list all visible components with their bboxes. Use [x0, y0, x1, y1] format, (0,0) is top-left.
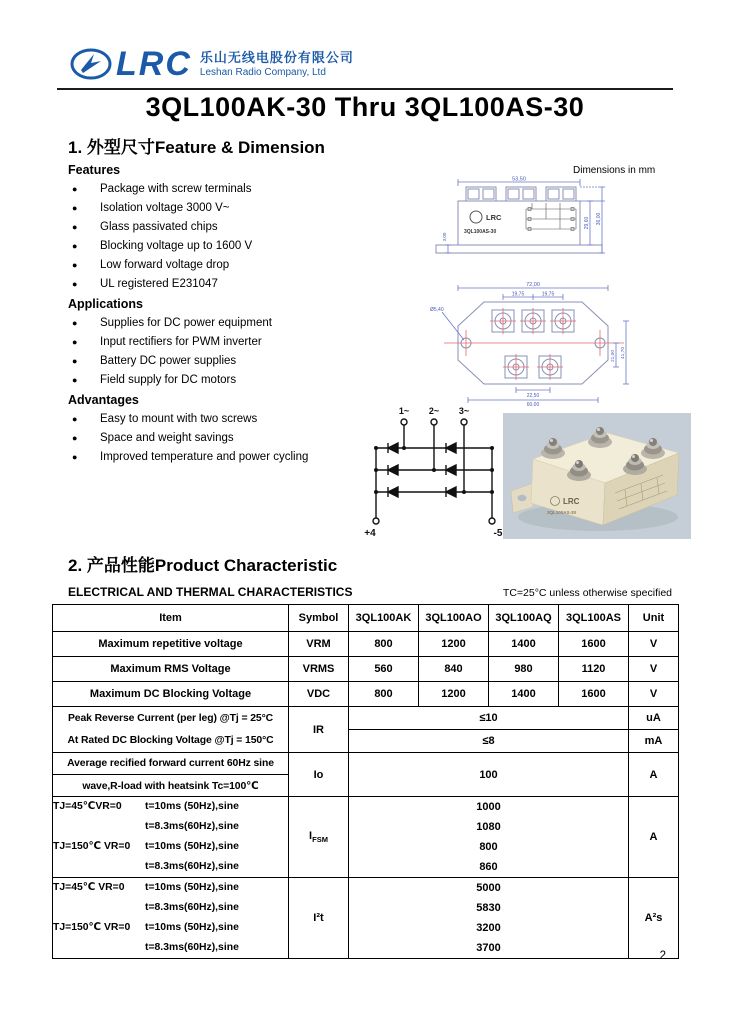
list-item: ● Space and weight savings — [68, 429, 383, 448]
bullet-icon: ● — [72, 356, 78, 366]
list-item: ● UL registered E231047 — [68, 275, 383, 294]
front-dim-outer-height: 36,00 — [596, 212, 602, 226]
cell-value: 560 — [349, 657, 419, 682]
list-item: ● Battery DC power supplies — [68, 352, 383, 371]
list-item: ● Blocking voltage up to 1600 V — [68, 237, 383, 256]
bullet-icon: ● — [72, 279, 78, 289]
bullet-icon: ● — [72, 433, 78, 443]
cell-item: Peak Reverse Current (per leg) @Tj = 25°C At Rated DC Blocking Voltage @Tj = 150°C — [53, 707, 289, 753]
cell-value: 1600 — [559, 682, 629, 707]
feature-lists — [68, 160, 383, 467]
section1-heading: 1. 外型尺寸Feature & Dimension — [68, 138, 325, 157]
front-view-drawing — [428, 175, 633, 275]
col-header-model4: 3QL100AS — [559, 605, 629, 632]
bullet-icon: ● — [72, 414, 78, 424]
cell-unit: A²s — [629, 878, 679, 959]
cell-value: 1400 — [489, 682, 559, 707]
table-row-i2t — [53, 878, 679, 959]
cell-item: Maximum repetitive voltage — [53, 632, 289, 657]
cell-value: ≤10 — [349, 707, 629, 730]
circuit-terminal1-label: 1~ — [398, 406, 410, 416]
cell-value: 1200 — [419, 632, 489, 657]
company-emblem-icon — [70, 46, 112, 82]
bullet-icon: ● — [72, 375, 78, 385]
table-header-row — [53, 605, 679, 632]
col-header-item: Item — [53, 605, 289, 632]
cell-item: wave,R-load with heatsink Tc=100℃ — [53, 775, 289, 797]
cell-symbol: VDC — [289, 682, 349, 707]
company-name-cn: 乐山无线电股份有限公司 — [199, 49, 354, 65]
cell-unit: mA — [629, 730, 679, 753]
lrc-logo — [70, 44, 354, 84]
cell-unit: A — [629, 797, 679, 878]
cell-value: 1120 — [559, 657, 629, 682]
table-title: ELECTRICAL AND THERMAL CHARACTERISTICS — [68, 585, 353, 599]
col-header-model1: 3QL100AK — [349, 605, 419, 632]
characteristics-table — [52, 604, 679, 959]
bullet-icon: ● — [72, 184, 78, 194]
top-view-drawing — [428, 276, 638, 406]
col-header-model3: 3QL100AQ — [489, 605, 559, 632]
front-dim-top: 53,50 — [512, 176, 526, 183]
col-header-model2: 3QL100AO — [419, 605, 489, 632]
cell-value: 1200 — [419, 682, 489, 707]
cell-symbol-i2t: I²t — [289, 878, 349, 959]
top-dim-bottom-pitch: 22,50 — [526, 393, 540, 399]
page-title: 3QL100AK-30 Thru 3QL100AS-30 — [145, 92, 585, 122]
cell-unit: V — [629, 657, 679, 682]
col-header-symbol: Symbol — [289, 605, 349, 632]
circuit-positive-label: +4 — [364, 528, 376, 538]
bullet-icon: ● — [72, 452, 78, 462]
cell-unit: A — [629, 753, 679, 797]
table-row-ifsm — [53, 797, 679, 878]
table-row-io — [53, 753, 679, 775]
cell-value: 100 — [349, 753, 629, 797]
bullet-icon: ● — [72, 222, 78, 232]
cell-symbol: IR — [289, 707, 349, 753]
features-list — [68, 180, 383, 294]
top-dim-height: 41,70 — [621, 346, 626, 360]
front-view-logo-text: LRC — [486, 213, 502, 222]
advantages-title: Advantages — [68, 393, 139, 407]
top-dim-center-offset: 21,00 — [611, 349, 616, 363]
cell-unit: V — [629, 632, 679, 657]
list-item: ● Low forward voltage drop — [68, 256, 383, 275]
list-item: ● Glass passivated chips — [68, 218, 383, 237]
table-row — [53, 657, 679, 682]
circuit-negative-label: -5 — [493, 528, 503, 538]
front-view-model-text: 3QL100AS-30 — [464, 229, 497, 235]
cell-unit: uA — [629, 707, 679, 730]
bullet-icon: ● — [72, 203, 78, 213]
top-dim-bottom-width: 60,00 — [526, 402, 540, 406]
cell-symbol: VRMS — [289, 657, 349, 682]
list-item: ● Field supply for DC motors — [68, 371, 383, 390]
photo-model-text: 3QL100AS-30 — [547, 510, 577, 515]
cell-value: 1400 — [489, 632, 559, 657]
dimensions-note: Dimensions in mm — [573, 165, 656, 176]
bullet-icon: ● — [72, 241, 78, 251]
cell-item: TJ=45℃VR=0 t=10ms (50Hz),sine t=8.3ms(60Hz),sine TJ=150℃ VR=0 t=10ms (50Hz),sine t=8.3ms(60Hz),sine — [53, 797, 289, 878]
bullet-icon: ● — [72, 260, 78, 270]
photo-logo-text: LRC — [563, 497, 580, 506]
top-dim-width: 72,00 — [526, 282, 540, 288]
cell-symbol: VRM — [289, 632, 349, 657]
list-item: ● Package with screw terminals — [68, 180, 383, 199]
page-number: 2 — [659, 950, 666, 962]
top-dim-pitch-left: 19,75 — [511, 291, 525, 298]
cell-value: 1600 — [559, 632, 629, 657]
list-item: ● Supplies for DC power equipment — [68, 314, 383, 333]
cell-value: 800 — [349, 682, 419, 707]
circuit-terminal3-label: 3~ — [458, 406, 470, 416]
col-header-unit: Unit — [629, 605, 679, 632]
cell-value: ≤8 — [349, 730, 629, 753]
list-item: ● Easy to mount with two screws — [68, 410, 383, 429]
header-divider — [57, 88, 673, 90]
circuit-terminal2-label: 2~ — [428, 406, 440, 416]
top-dim-hole: Ø5,40 — [430, 307, 444, 313]
cell-value: 5000 5830 3200 3700 — [349, 878, 629, 959]
advantages-list — [68, 410, 383, 467]
cell-item: TJ=45℃ VR=0 t=10ms (50Hz),sine t=8.3ms(60Hz),sine TJ=150℃ VR=0 t=10ms (50Hz),sine t=8.3ms(60Hz),sine — [53, 878, 289, 959]
table-row — [53, 682, 679, 707]
table-row-ir — [53, 707, 679, 730]
cell-symbol-ifsm: $I_{FSM}$ — [289, 797, 349, 878]
cell-item: Maximum RMS Voltage — [53, 657, 289, 682]
list-item: ● Improved temperature and power cycling — [68, 448, 383, 467]
logo-text: LRC — [116, 45, 192, 83]
applications-title: Applications — [68, 297, 144, 311]
front-dim-inner-height: 29,60 — [584, 216, 590, 230]
features-title: Features — [68, 163, 121, 177]
bullet-icon: ● — [72, 318, 78, 328]
cell-unit: V — [629, 682, 679, 707]
cell-value: 840 — [419, 657, 489, 682]
table-row — [53, 632, 679, 657]
table-condition-note: TC=25°C unless otherwise specified — [502, 587, 672, 599]
front-dim-base: 3,00 — [442, 232, 447, 242]
cell-value: 980 — [489, 657, 559, 682]
list-item: ● Isolation voltage 3000 V~ — [68, 199, 383, 218]
top-dim-pitch-right: 19,75 — [541, 291, 555, 298]
cell-symbol: Io — [289, 753, 349, 797]
company-name-en: Leshan Radio Company, Ltd — [199, 66, 326, 78]
applications-list — [68, 314, 383, 390]
cell-item: Average recified forward current 60Hz sine — [53, 753, 289, 775]
cell-value: 800 — [349, 632, 419, 657]
module-photo — [503, 413, 691, 539]
bullet-icon: ● — [72, 337, 78, 347]
list-item: ● Input rectifiers for PWM inverter — [68, 333, 383, 352]
cell-item: Maximum DC Blocking Voltage — [53, 682, 289, 707]
cell-value: 1000 1080 800 860 — [349, 797, 629, 878]
bridge-circuit-diagram — [358, 406, 510, 538]
section2-heading: 2. 产品性能Product Characteristic — [68, 556, 338, 575]
